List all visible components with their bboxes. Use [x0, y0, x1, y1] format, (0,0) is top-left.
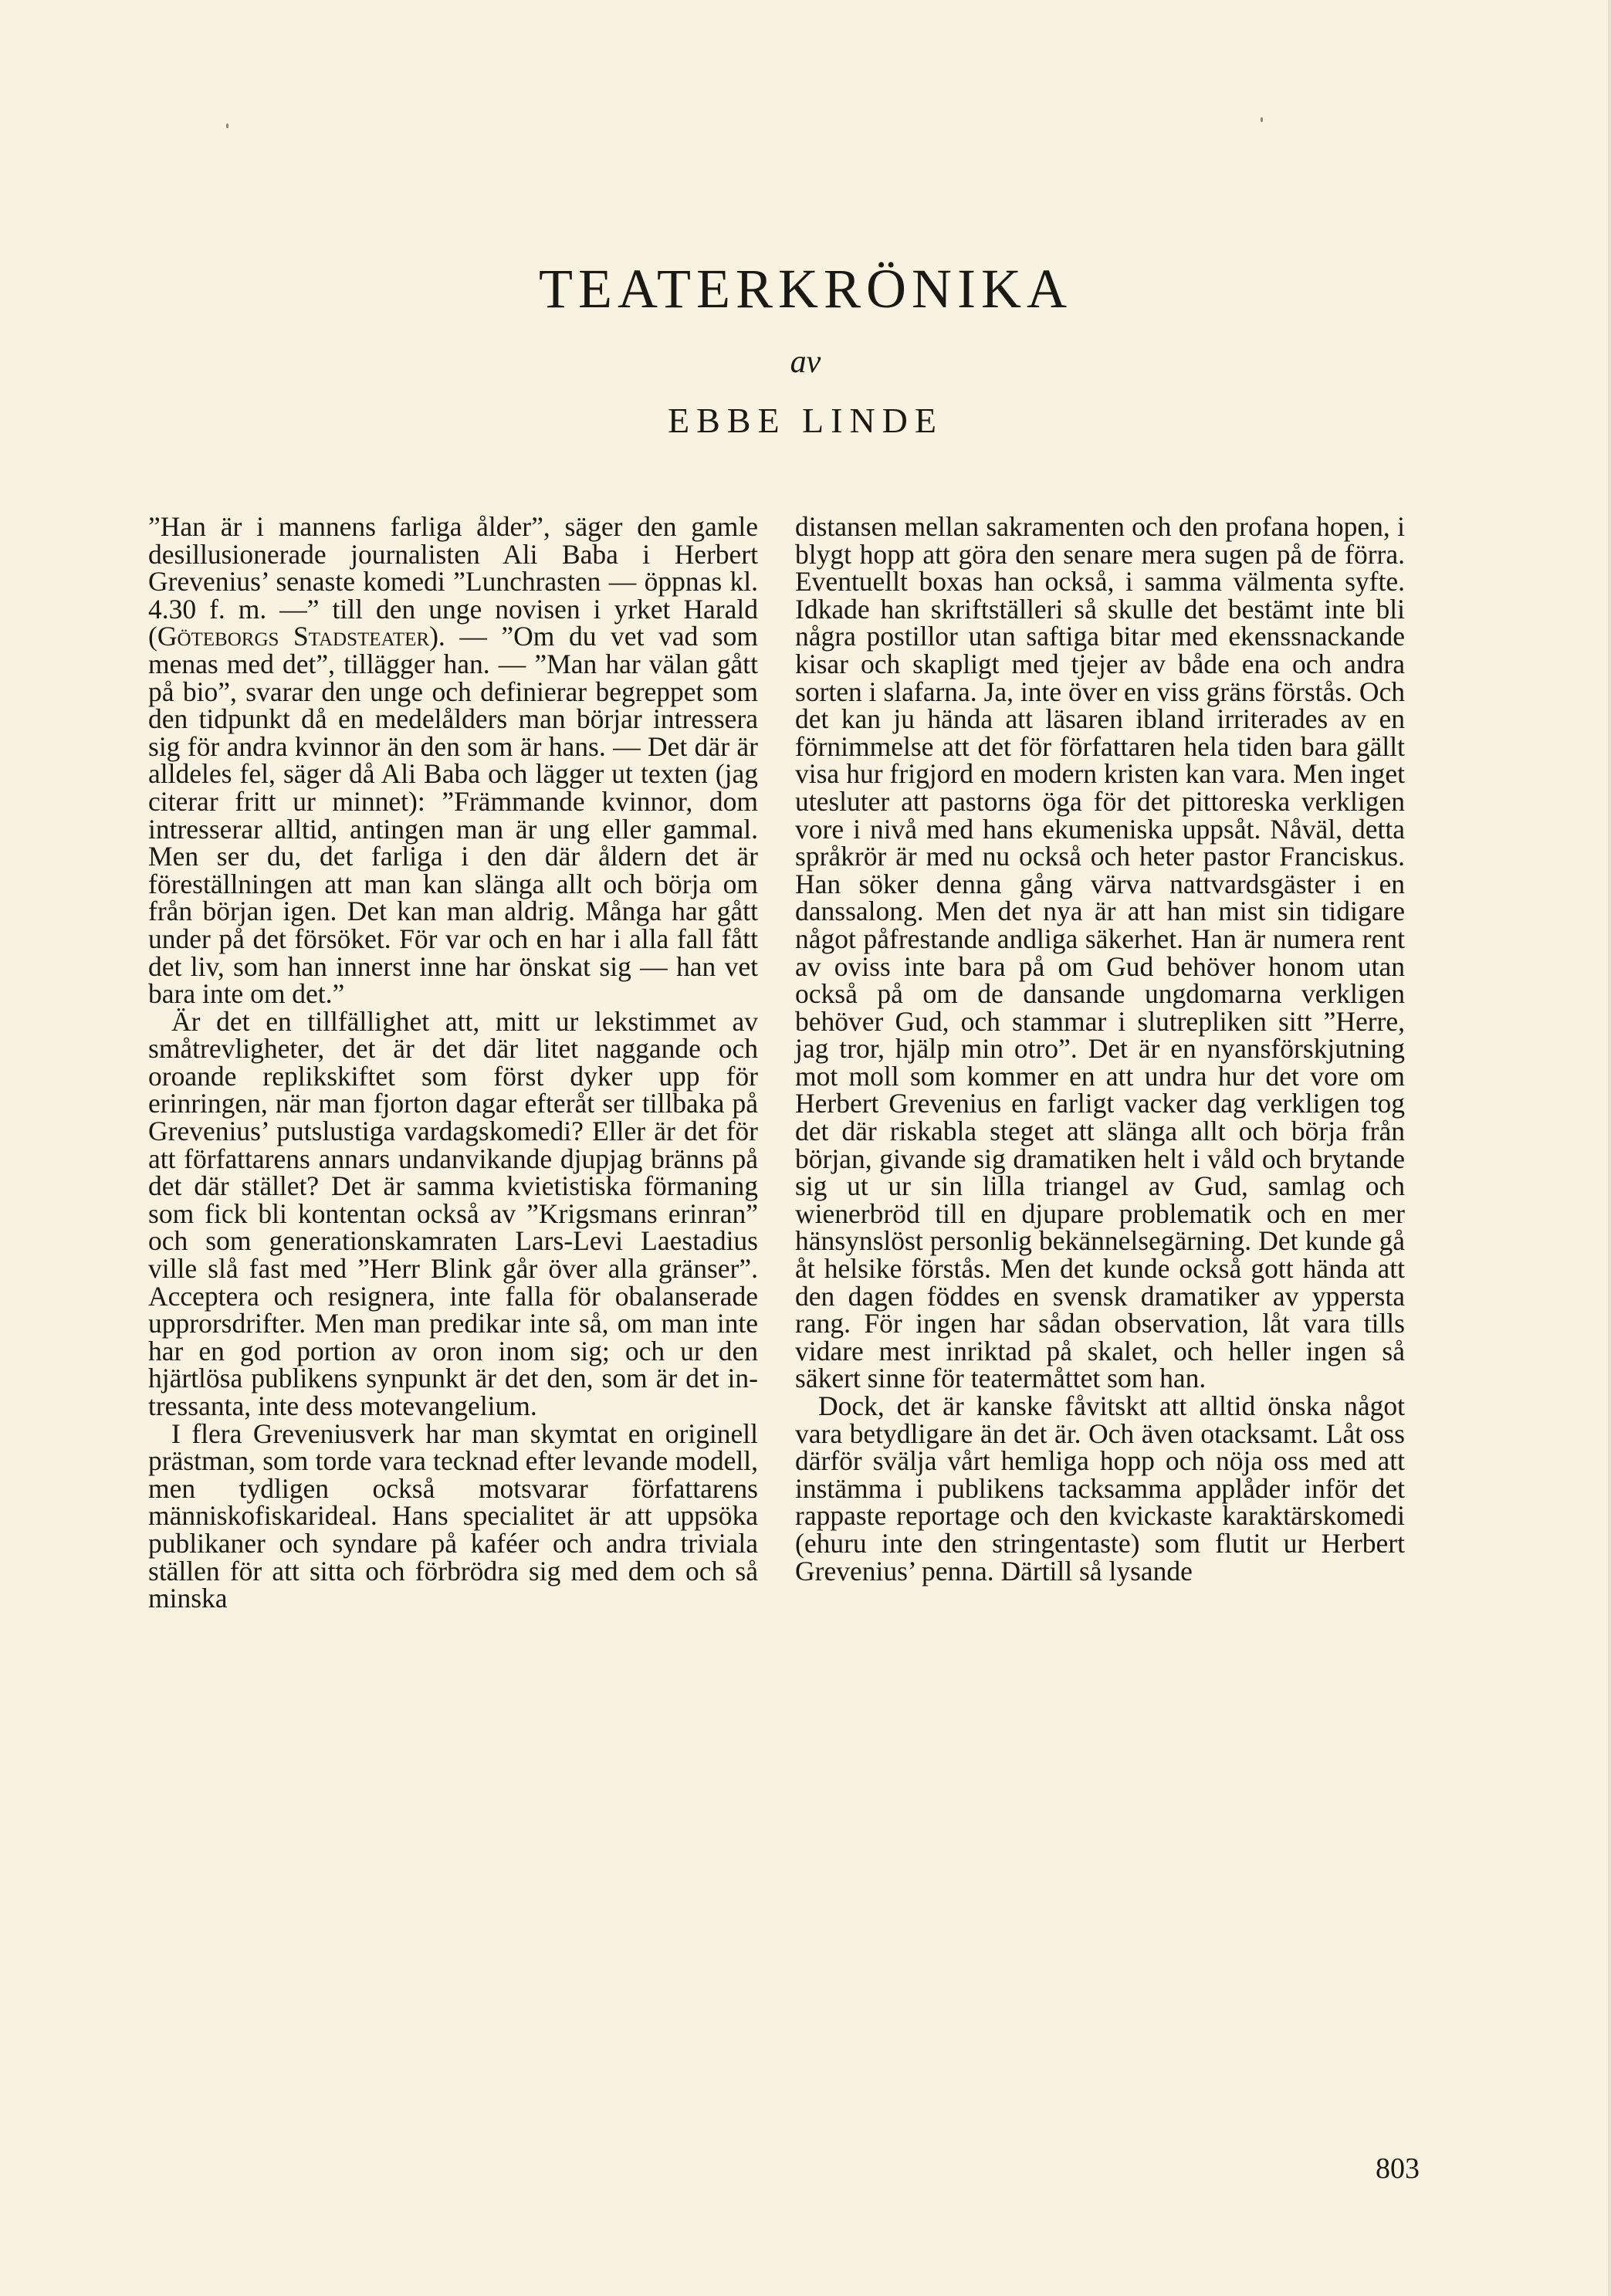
scan-speck [226, 124, 228, 128]
paragraph: I flera Greveniusverk har man skymtat en originell prästman, som torde vara tecknad efter levande modell, men tydligen också motsvarar författarens människofiskarideal. Hans specialitet är att uppsöka publikaner och syndare på kaféer och andra triviala ställen för att sitta och förbrödra sig med dem och så minska [148, 1417, 758, 1614]
author-name: EBBE LINDE [667, 401, 943, 440]
left-column [148, 513, 758, 1613]
page-edge [1608, 0, 1611, 2296]
paragraph: distansen mellan sakramenten och den profana hopen, i blygt hopp att göra den senare mera sugen på de förra. Eventuellt boxas han också, i samma välmenta syfte. Idkade han skriftställeri så skulle det bestämt inte bli några postillor utan saftiga bitar med ekenssnackande kisar och skapligt med tjejer av både ena och andra sorten i slafarna. Ja, inte över en viss gräns förstås. Och det kan ju hända att läsaren ibland irriterades av en förnimmelse att det för författaren hela tiden bara gällt visa hur frigjord en modern kristen kan vara. Men inget utesluter att pastorns öga för det pittoreska verkligen vore i nivå med hans ekumeniska uppsåt. Nåväl, detta språkrör är med nu också och heter pastor Franciskus. Han söker denna gång värva nattvardsgäster i en danssalong. Men det nya är att han mist sin tidigare något påfrestande andliga säkerhet. Han är numera rent av oviss inte bara på om Gud behöver honom utan också på om de dansande ungdomarna verkligen behöver Gud, och stammar i slutrepliken sitt ”Herre, jag tror, hjälp min otro”. Det är en nyansförskjutning mot moll som kommer en att undra hur det vore om Herbert Grevenius en farligt vacker dag verkligen tog det där riskabla steget att slänga allt och börja från början, givande sig dramatiken helt i våld och brytande sig ut ur sin lilla triangel av Gud, samlag och wienerbröd till en djupare problematik och en mer hänsynslöst personlig bekännelsegärning. Det kunde gå åt helsike förstås. Men det kunde också gott hända att den dagen föddes en svensk dramatiker av yppersta rang. För ingen har sådan observation, låt vara tills vidare mest inriktad på skalet, och heller ingen så säkert sinne för teatermåttet som han. [795, 511, 1405, 1394]
byline: av [790, 344, 821, 380]
paragraph: Dock, det är kanske fåvitskt att alltid önska något vara betydligare än det är. Och även otacksamt. Låt oss därför svälja vårt hemliga hopp och nöja oss med att instämma i publikens tacksamma applåder inför det rappaste reportage och den kvickaste karaktärskomedi (ehuru inte den stringentaste) som flutit ur Herbert Grevenius’ penna. Därtill så lysande [795, 1390, 1405, 1587]
right-column [795, 513, 1405, 1585]
paragraph-text: ). — ”Om du vet vad som menas med det”, tillägger han. — ”Man har välan gått på bio”, svarar den unge och definierar begreppet som den tidpunkt då en medelålders man börjar intressera sig för andra kvinnor än den som är hans. — Det där är alldeles fel, säger då Ali Baba och lägger ut texten (jag citerar fritt ur minnet): ”Främmande kvinnor, dom intresserar alltid, antingen man är ung eller gammal. Men ser du, det farliga i den där åldern det är föreställningen att man kan slänga allt och börja om från början igen. Det kan man aldrig. Många har gått under på det försöket. För var och en har i alla fall fått det liv, som han innerst inne har önskat sig — han vet bara inte om det.” [148, 621, 758, 1010]
page-number: 803 [1376, 2152, 1420, 2185]
paragraph: Är det en tillfällighet att, mitt ur lekstimmet av småtrevligheter, det är det där litet naggande och oroande replikskiftet som först dyker upp för erinringen, när man fjorton dagar efteråt ser tillbaka på Grevenius’ putslustiga vardagskomedi? Eller är det för att författarens annars undanvikande djupjag bränns på det där stället? Det är samma kvietistiska förmaning som fick bli kontentan också av ”Krigsmans erinran” och som generationskamraten Lars-Levi Laestadius ville slå fast med ”Herr Blink går över alla gränser”. Acceptera och resignera, inte falla för obalanserade upprorsdrifter. Men man predikar inte så, om man inte har en god portion av oron inom sig; och ur den hjärtlösa publikens synpunkt är det den, som är det intressanta, inte dess motevangelium. [148, 1005, 758, 1421]
paragraph-text: ”Han är i mannens farliga ålder”, säger den gamle desillusionerade journalisten Ali Baba i Herbert Grevenius’ senaste komedi ”Lunchrasten — öppnas kl. 4.30 f. m. —” till den unge novisen i yrket Harald ( [148, 511, 758, 652]
paragraph [148, 513, 758, 1008]
article-title: TEATERKRÖNIKA [539, 258, 1072, 320]
theater-name: Göteborgs Stadsteater [157, 621, 430, 652]
scan-speck [1261, 117, 1263, 122]
